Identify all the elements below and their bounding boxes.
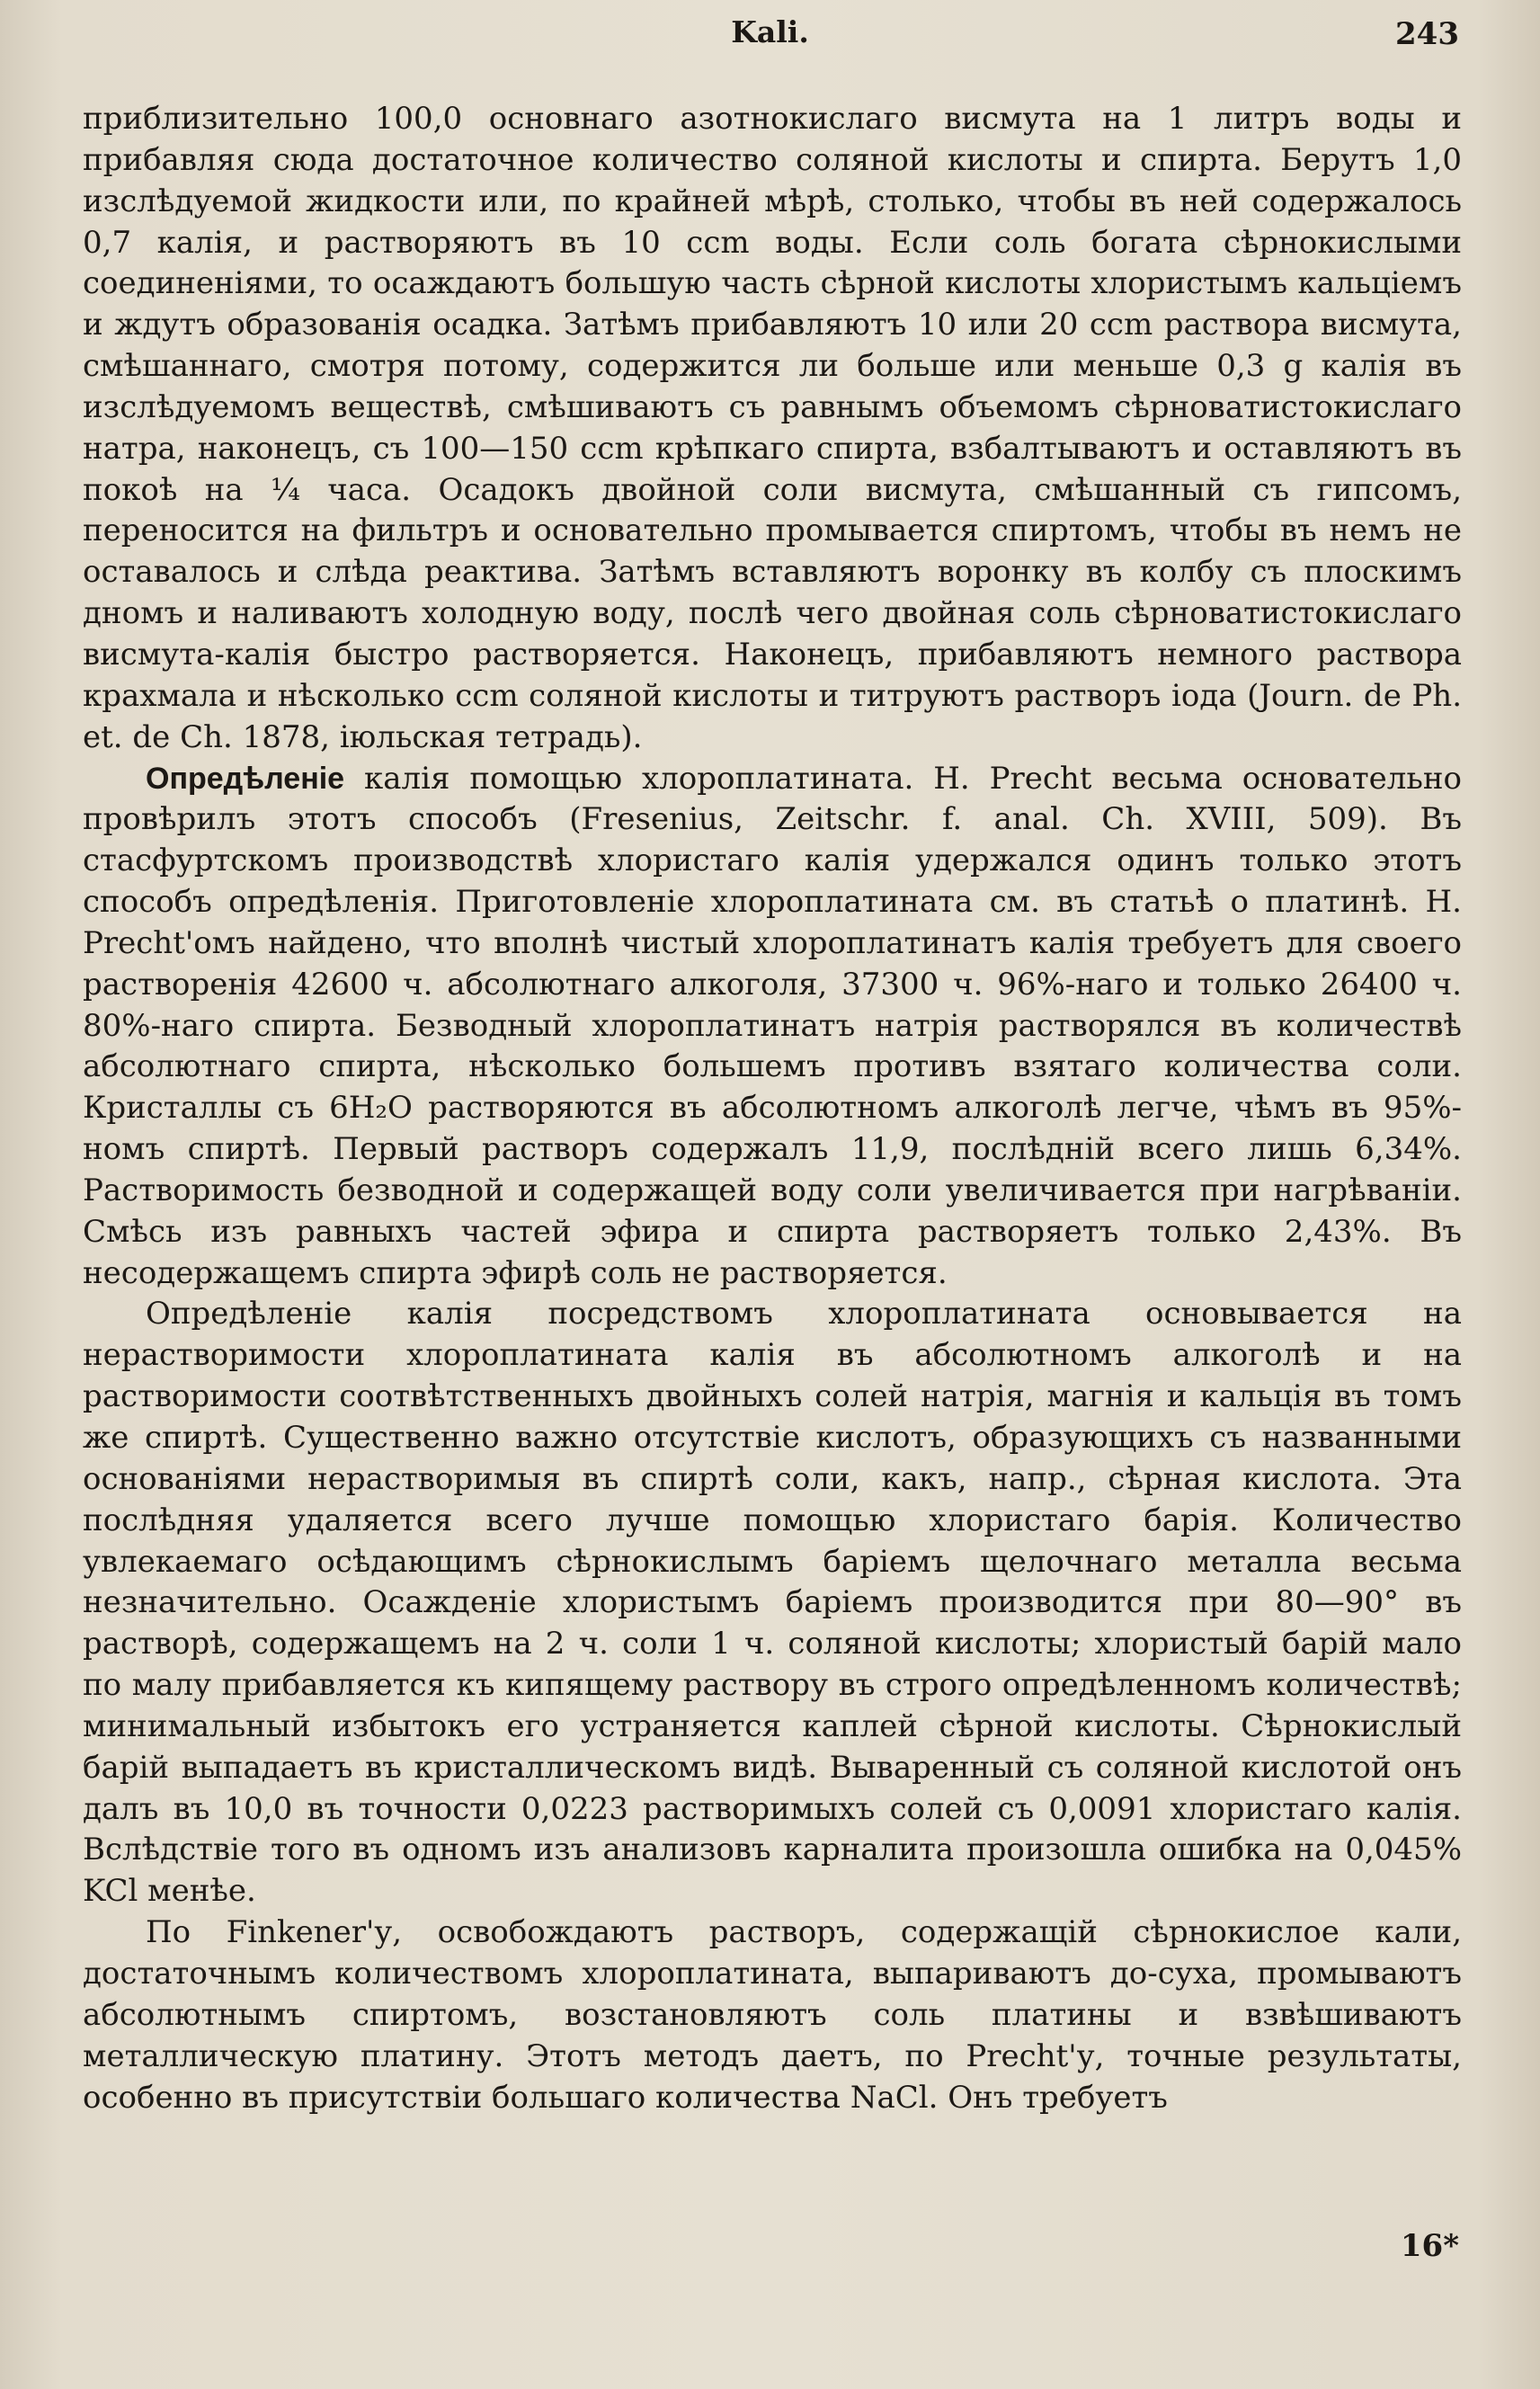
paragraph-text: приблизительно 100,0 основнаго азотнокислаго висмута на 1 литръ воды и прибавляя сюда достаточное количество соляной кислоты и спирта. Берутъ 1,0 изслѣдуемой жидкости или, по крайней мѣрѣ, столько, чтобы въ ней содержалось 0,7 калія, и растворяютъ въ 10 ccm воды. Если соль богата сѣрнокислыми соединеніями, то осаждаютъ большую часть сѣрной кислоты хлористымъ кальціемъ и ждутъ образованія осадка. Затѣмъ прибавляютъ 10 или 20 ccm раствора висмута, смѣшаннаго, смотря потому, содержится ли больше или меньше 0,3 g калія въ изслѣдуемомъ веществѣ, смѣшиваютъ съ равнымъ объемомъ сѣрноватистокислаго натра, наконецъ, съ 100—150 ccm крѣпкаго спирта, взбалтываютъ и оставляютъ въ покоѣ на ¼ часа. Осадокъ двойной соли висмута, смѣшанный съ гипсомъ, переносится на фильтръ и основательно промывается спиртомъ, чтобы въ немъ не оставалось и слѣда реактива. Затѣмъ вставляютъ воронку въ колбу съ плоскимъ дномъ и наливаютъ холодную воду, послѣ чего двойная соль сѣрноватистокислаго висмута-калія быстро растворяется. Наконецъ, прибавляютъ немного раствора крахмала и нѣсколько ccm соляной кислоты и титруютъ растворъ іода (Journ. de Ph. et. de Ch. 1878, іюльская тетрадь). [83, 101, 1462, 755]
paragraph-text: По Finkener'у, освобождаютъ растворъ, содержащій сѣрнокислое кали, достаточнымъ количествомъ хлороплатината, выпариваютъ до-суха, промываютъ абсолютнымъ спиртомъ, возстановляютъ соль платины и взвѣшиваютъ металлическую платину. Этотъ методъ даетъ, по Precht'у, точные результаты, особенно въ присутствіи большаго количества NaCl. Онъ требуетъ [83, 1914, 1462, 2116]
body-text [83, 99, 1462, 2118]
paragraph-determination-principle [83, 1294, 1462, 1912]
page-number: 243 [1395, 16, 1459, 52]
signature-mark: 16* [1400, 2228, 1459, 2264]
paragraph-continuation [83, 99, 1462, 759]
running-head [0, 14, 1540, 59]
paragraph-lead: Опредѣленіе [146, 761, 345, 796]
paragraph-chloroplatinate-method [83, 759, 1462, 1295]
paragraph-text: калія помощью хлороплатината. H. Precht весьма основательно провѣрилъ этотъ способъ (Fresenius, Zeitschr. f. anal. Ch. XVIII, 509). Въ стасфуртскомъ производствѣ хлористаго калія удержался одинъ только этотъ способъ опредѣленія. Приготовленіе хлороплатината см. въ статьѣ о платинѣ. H. Precht'омъ найдено, что вполнѣ чистый хлороплатинатъ калія требуетъ для своего растворенія 42600 ч. абсолютнаго алкоголя, 37300 ч. 96%-наго и только 26400 ч. 80%-наго спирта. Безводный хлороплатинатъ натрія растворялся въ количествѣ абсолютнаго спирта, нѣсколько большемъ противъ взятаго количества соли. Кристаллы съ 6H₂O растворяются въ абсолютномъ алкоголѣ легче, чѣмъ въ 95%-номъ спиртѣ. Первый растворъ содержалъ 11,9, послѣдній всего лишь 6,34%. Растворимость безводной и содержащей воду соли увеличивается при нагрѣваніи. Смѣсь изъ равныхъ частей эфира и спирта растворяетъ только 2,43%. Въ несодержащемъ спирта эфирѣ соль не растворяется. [83, 760, 1462, 1291]
paragraph-text: Опредѣленіе калія посредствомъ хлороплатината основывается на нерастворимости хлороплатината калія въ абсолютномъ алкоголѣ и на растворимости соотвѣтственныхъ двойныхъ солей натрія, магнія и кальція въ томъ же спиртѣ. Существенно важно отсутствіе кислотъ, образующихъ съ названными основаніями нерастворимыя въ спиртѣ соли, какъ, напр., сѣрная кислота. Эта послѣдняя удаляется всего лучше помощью хлористаго барія. Количество увлекаемаго осѣдающимъ сѣрнокислымъ баріемъ щелочнаго металла весьма незначительно. Осажденіе хлористымъ баріемъ производится при 80—90° въ растворѣ, содержащемъ на 2 ч. соли 1 ч. соляной кислоты; хлористый барій мало по малу прибавляется къ кипящему раствору въ строго опредѣленномъ количествѣ; минимальный избытокъ его устраняется каплей сѣрной кислоты. Сѣрнокислый барій выпадаетъ въ кристаллическомъ видѣ. Вываренный съ соляной кислотой онъ далъ въ 10,0 въ точности 0,0223 растворимыхъ солей съ 0,0091 хлористаго калія. Вслѣдствіе того въ одномъ изъ анализовъ карналита произошла ошибка на 0,045% KCl менѣе. [83, 1296, 1462, 1910]
running-head-title: Kali. [731, 14, 809, 49]
paragraph-finkener-method [83, 1912, 1462, 2118]
